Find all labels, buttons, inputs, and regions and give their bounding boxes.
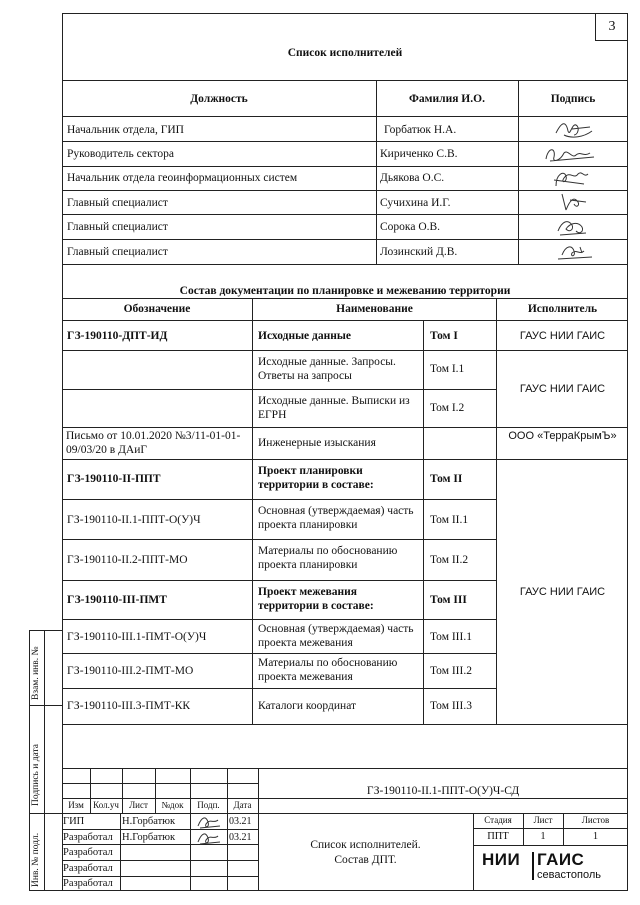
stamp-col-header: Подп. [197, 800, 220, 810]
executors-header-name: Фамилия И.О. [409, 93, 485, 105]
stamp-stage-value: ППТ [487, 831, 509, 842]
stamp-role: Разработал [63, 847, 113, 858]
docs-header-name: Наименование [336, 303, 413, 315]
stamp-date: 03.21 [229, 832, 252, 843]
doc-volume: Том I.2 [430, 402, 465, 414]
stamp-sheets-label: Листов [581, 815, 610, 825]
executor-name: Сорока О.В. [380, 221, 441, 233]
stamp-doc-title: Список исполнителей. [310, 839, 421, 851]
stamp-sheet-label: Лист [533, 815, 553, 825]
signature-image [542, 143, 600, 165]
page-number: 3 [595, 13, 628, 41]
stamp-role: Разработал [63, 863, 113, 874]
executor-position: Начальник отдела, ГИП [67, 124, 184, 136]
doc-volume: Том II.1 [430, 514, 469, 526]
docs-header-executor: Исполнитель [527, 303, 598, 315]
doc-name: Основная (утверждаемая) часть проекта планировки [258, 505, 414, 531]
doc-name: Каталоги координат [258, 700, 357, 712]
stamp-date: 03.21 [229, 816, 252, 827]
doc-name: Исходные данные. Выписки из ЕГРН [258, 395, 410, 421]
stamp-name: Н.Горбатюк [122, 832, 176, 843]
doc-name: Материалы по обоснованию проекта планировки [258, 545, 398, 571]
executors-title: Список исполнителей [287, 47, 403, 59]
doc-volume: Том III.2 [430, 665, 472, 677]
docs-header-code: Обозначение [123, 303, 191, 315]
executor-position: Главный специалист [67, 221, 168, 233]
doc-name: Проект межевания территории в составе: [258, 586, 374, 612]
stamp-sheets-value: 1 [592, 831, 599, 842]
stamp-col-header: №док [161, 800, 184, 810]
stamp-stage-label: Стадия [484, 815, 512, 825]
stamp-doc-title: Состав ДПТ. [334, 854, 397, 866]
stamp-name: Н.Горбатюк [122, 816, 176, 827]
doc-code: Письмо от 10.01.2020 №3/11-01-01-09/03/20 в ДАиГ [66, 430, 241, 456]
doc-volume: Том III.3 [430, 700, 472, 712]
stamp-col-header: Кол.уч [93, 800, 119, 810]
side-label: Взам. инв. № [31, 646, 41, 700]
executors-header-position: Должность [190, 93, 248, 105]
doc-name: Основная (утверждаемая) часть проекта межевания [258, 623, 414, 649]
doc-code: ГЗ-190110-III.2-ПМТ-МО [67, 665, 194, 677]
side-label: Инв. № подл. [31, 832, 41, 887]
signature-image [556, 190, 590, 214]
doc-volume: Том I.1 [430, 363, 465, 375]
doc-volume: Том III [430, 594, 467, 606]
doc-executor: ООО «ТерраКрымЪ» [508, 430, 617, 442]
executors-header-signature: Подпись [550, 93, 596, 105]
stamp-sheet-value: 1 [540, 831, 546, 842]
signature-image [552, 215, 592, 239]
doc-name: Проект планировки территории в составе: [258, 465, 374, 491]
executor-position: Главный специалист [67, 197, 168, 209]
doc-volume: Том I [430, 330, 458, 342]
doc-name: Исходные данные [258, 330, 351, 342]
side-label: Подпись и дата [31, 743, 41, 806]
executor-name: Кириченко С.В. [380, 148, 458, 160]
doc-volume: Том III.1 [430, 631, 472, 643]
doc-name: Инженерные изыскания [258, 437, 376, 449]
docs-title: Состав документации по планировке и межеванию территории [179, 285, 511, 297]
doc-code: ГЗ-190110-II.2-ППТ-МО [67, 554, 188, 566]
executor-name: Горбатюк Н.А. [384, 124, 457, 136]
executor-position: Руководитель сектора [67, 148, 174, 160]
doc-code: ГЗ-190110-II-ППТ [67, 473, 161, 485]
doc-executor: ГАУС НИИ ГАИС [519, 330, 606, 342]
doc-volume: Том II [430, 473, 463, 485]
doc-executor: ГАУС НИИ ГАИС [519, 586, 606, 598]
signature-image [194, 828, 224, 848]
stamp-doc-code: ГЗ-190110-II.1-ППТ-О(У)Ч-СД [366, 785, 520, 797]
stamp-role: Разработал [63, 878, 113, 889]
stamp-role: ГИП [63, 816, 85, 827]
signature-image [550, 117, 598, 141]
signature-image [552, 241, 596, 263]
stamp-col-header: Лист [129, 800, 148, 810]
stamp-col-header: Дата [233, 800, 252, 810]
executor-position: Главный специалист [67, 246, 168, 258]
doc-code: ГЗ-190110-III.1-ПМТ-О(У)Ч [67, 631, 207, 643]
executor-name: Дьякова О.С. [380, 172, 445, 184]
doc-executor: ГАУС НИИ ГАИС [519, 383, 606, 395]
stamp-role: Разработал [63, 832, 113, 843]
doc-name: Материалы по обоснованию проекта межевания [258, 657, 398, 683]
doc-volume: Том II.2 [430, 554, 469, 566]
executor-position: Начальник отдела геоинформационных систем [67, 172, 298, 184]
executor-name: Сучихина И.Г. [380, 197, 451, 209]
doc-code: ГЗ-190110-III.3-ПМТ-КК [67, 700, 191, 712]
doc-code: ГЗ-190110-III-ПМТ [67, 594, 167, 606]
signature-image [548, 166, 592, 190]
doc-name: Исходные данные. Запросы. Ответы на запросы [258, 356, 396, 382]
doc-code: ГЗ-190110-II.1-ППТ-О(У)Ч [67, 514, 201, 526]
doc-code: ГЗ-190110-ДПТ-ИД [67, 330, 168, 342]
executor-name: Лозинский Д.В. [380, 246, 458, 258]
stamp-col-header: Изм [68, 800, 84, 810]
